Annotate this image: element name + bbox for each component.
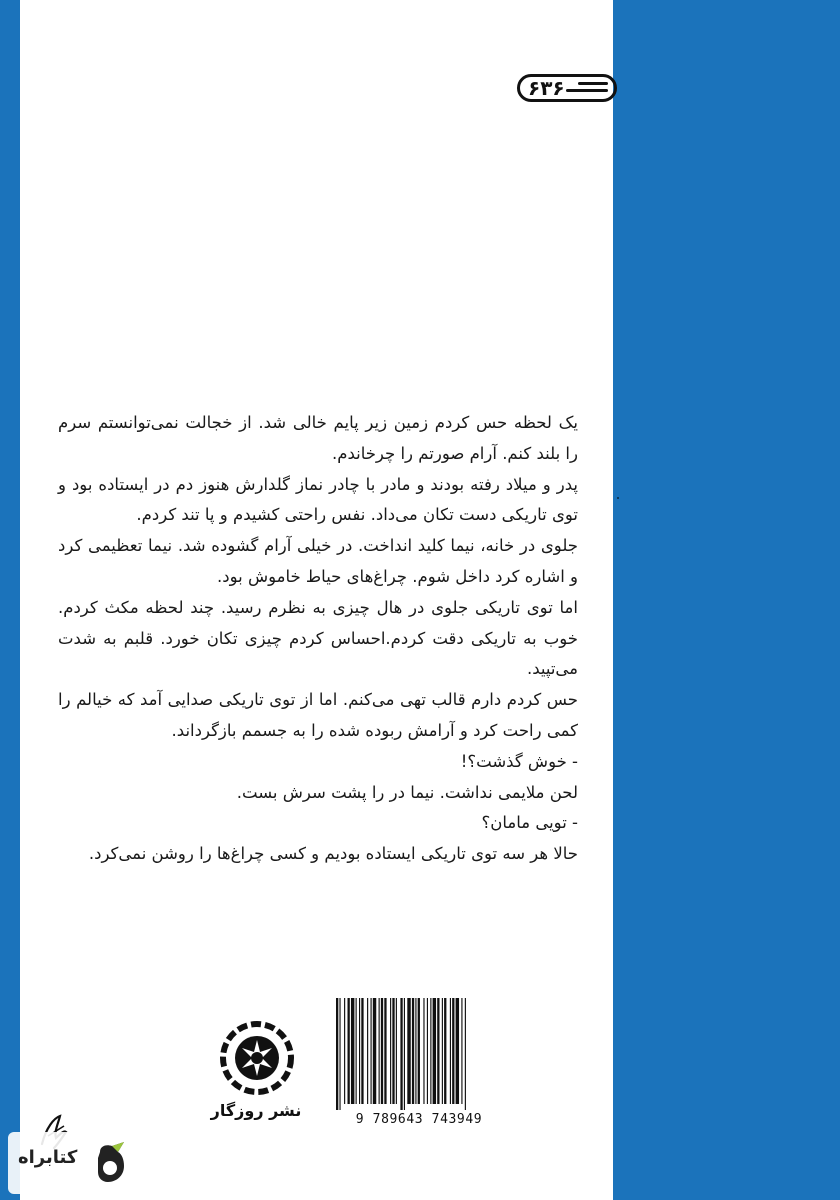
price-line-icon [578, 82, 608, 85]
excerpt-paragraph: اما توی تاریکی جلوی در هال چیزی به نظرم رسید. چند لحظه مکث کردم. خوب به تاریکی دقت کردم.احساس کردم چیزی تکان خورد. قلبم به شدت می‌تپید. [58, 597, 578, 679]
excerpt-paragraph: حس کردم دارم قالب تهی می‌کنم. اما از توی تاریکی صدایی آمد که خیالم را کمی راحت کرد و آرامش ربوده شده را به جسمم بازگرداند. [58, 690, 578, 740]
cover-left-edge [0, 0, 20, 1200]
barcode-bar [452, 998, 454, 1104]
barcode-bar [381, 998, 383, 1104]
excerpt-paragraph: حالا هر سه توی تاریکی ایستاده بودیم و کسی چراغ‌ها را روشن نمی‌کرد. [88, 844, 578, 864]
barcode-bar [379, 998, 380, 1104]
barcode-bar [442, 998, 443, 1104]
barcode-bar [450, 998, 451, 1104]
barcode-bar [373, 998, 376, 1104]
barcode-bar [390, 998, 391, 1104]
excerpt-paragraph: یک لحظه حس کردم زمین زیر پایم خالی شد. از خجالت نمی‌توانستم سرم را بلند کنم. آرام صورتم را چرخاندم. [58, 413, 578, 463]
barcode-bar [359, 998, 360, 1104]
barcode-bar [392, 998, 394, 1104]
barcode-bar [456, 998, 459, 1104]
excerpt-dialogue: - خوش گذشت؟! [460, 751, 578, 771]
barcode-bar [348, 998, 350, 1104]
stray-dot [617, 497, 619, 499]
barcode-bar [415, 998, 416, 1104]
barcode-bar [356, 998, 357, 1104]
barcode-bar [465, 998, 466, 1110]
barcode-bar [423, 998, 424, 1104]
barcode-bar [339, 998, 340, 1110]
publisher-name: نشر روزگار [210, 1101, 302, 1120]
publisher-logo-icon [212, 1018, 302, 1098]
barcode-bar [427, 998, 428, 1104]
price-text: ۶۳۶ [528, 76, 565, 100]
ketabrah-watermark [8, 1132, 132, 1194]
excerpt-paragraph: لحن ملایمی نداشت. نیما در را پشت سرش بست. [236, 782, 578, 802]
isbn-digits: 9 789643 743949 [355, 1112, 483, 1127]
barcode-bar [418, 998, 420, 1104]
barcode-bar [344, 998, 345, 1104]
barcode-bar [371, 998, 372, 1104]
barcode-bar [437, 998, 439, 1104]
excerpt-dialogue: - تویی مامان؟ [481, 813, 578, 833]
barcode-bar [461, 998, 462, 1104]
price-badge [517, 74, 617, 102]
excerpt-paragraph: پدر و میلاد رفته بودند و مادر با چادر نماز گلدارش هنوز دم در ایستاده بود و توی تاریکی دست تکان می‌داد. نفس راحتی کشیدم و پا تند کردم. [58, 474, 578, 525]
barcode-bar [444, 998, 446, 1104]
barcode-bar [351, 998, 354, 1104]
barcode-bar [400, 998, 402, 1110]
barcode-bar [412, 998, 414, 1104]
barcode-bar [384, 998, 386, 1104]
barcode-bar [407, 998, 410, 1104]
barcode-bar [336, 998, 338, 1110]
cover-blue-band [613, 0, 840, 1200]
back-cover-excerpt [58, 408, 578, 870]
watermark-text: کتابراه [18, 1147, 78, 1168]
excerpt-paragraph: جلوی در خانه، نیما کلید انداخت. در خیلی آرام گشوده شد. نیما تعظیمی کرد و اشاره کرد داخل شوم. چراغ‌های حیاط خاموش بود. [58, 536, 578, 586]
barcode-bar [433, 998, 436, 1104]
price-line-icon [566, 89, 608, 92]
isbn-barcode [330, 996, 508, 1130]
barcode-bar [404, 998, 405, 1110]
barcode-bar [396, 998, 397, 1104]
ketabrah-logo-icon [94, 1138, 128, 1186]
barcode-bar [361, 998, 363, 1104]
barcode-bar [430, 998, 431, 1104]
barcode-bar [367, 998, 368, 1104]
